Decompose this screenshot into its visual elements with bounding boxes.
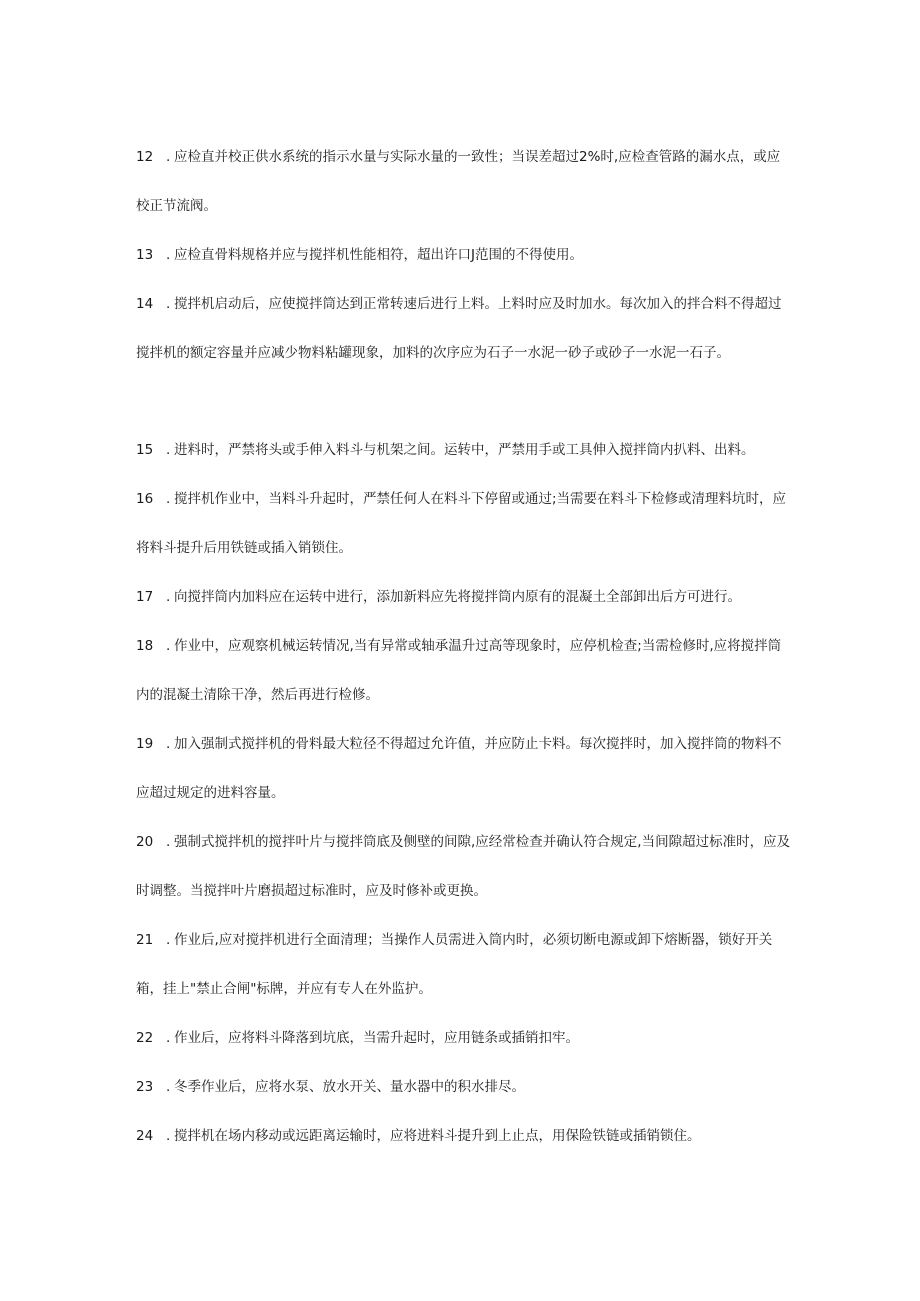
clause-separator: . xyxy=(166,296,171,312)
clause-number: 15 xyxy=(136,442,154,458)
clause-13 xyxy=(136,231,792,280)
clause-number: 22 xyxy=(136,1030,154,1046)
clause-text: 强制式搅拌机的搅拌叶片与搅拌筒底及侧壁的间隙,应经常检查并确认符合规定,当间隙超过标准时，应及时调整。当搅拌叶片磨损超过标准时，应及时修补或更换。 xyxy=(136,834,791,899)
clause-separator: . xyxy=(166,589,171,605)
clause-20 xyxy=(136,818,792,916)
clause-text: 搅拌机启动后，应使搅拌筒达到正常转速后进行上料。上料时应及时加水。每次加入的拌合料不得超过搅拌机的额定容量并应减少物料粘罐现象，加料的次序应为石子一水泥一砂子或砂子一水泥一石子。 xyxy=(136,296,782,361)
clause-number: 14 xyxy=(136,296,154,312)
clause-number: 24 xyxy=(136,1128,154,1144)
clause-number: 20 xyxy=(136,834,154,850)
clause-number: 13 xyxy=(136,247,154,263)
clause-23 xyxy=(136,1063,792,1112)
clause-24 xyxy=(136,1112,792,1161)
clause-text: 应检直骨料规格并应与搅拌机性能相符，超出许口J范围的不得使用。 xyxy=(174,247,583,263)
clause-19 xyxy=(136,720,792,818)
clause-text: 作业中，应观察机械运转情况,当有异常或轴承温升过高等现象时，应停机检查;当需检修时,应将搅拌筒内的混凝土清除干净，然后再进行检修。 xyxy=(136,638,782,703)
clause-text: 搅拌机作业中，当料斗升起时，严禁任何人在料斗下停留或通过;当需要在料斗下检修或清理料坑时，应将料斗提升后用铁链或插入销锁住。 xyxy=(136,491,787,556)
clause-22 xyxy=(136,1014,792,1063)
clause-separator: . xyxy=(166,638,171,654)
clause-text: 进料时，严禁将头或手伸入料斗与机架之间。运转中，严禁用手或工具伸入搅拌筒内扒料、出料。 xyxy=(174,442,755,458)
clause-separator: . xyxy=(166,1128,171,1144)
clause-21 xyxy=(136,916,792,1014)
clause-18 xyxy=(136,622,792,720)
clause-16 xyxy=(136,475,792,573)
clause-17 xyxy=(136,573,792,622)
clause-text: 作业后，应将料斗降落到坑底，当需升起时，应用链条或插销扣牢。 xyxy=(174,1030,579,1046)
clause-12 xyxy=(136,133,792,231)
clause-15 xyxy=(136,426,792,475)
clause-separator: . xyxy=(166,932,171,948)
clause-text: 搅拌机在场内移动或远距离运输时，应将进料斗提升到上止点，用保险铁链或插销锁住。 xyxy=(174,1128,701,1144)
clause-text: 应检直并校正供水系统的指示水量与实际水量的一致性；当误差超过2%时,应检查管路的漏水点，或应校正节流阀。 xyxy=(136,149,781,214)
clause-number: 16 xyxy=(136,491,154,507)
clause-separator: . xyxy=(166,491,171,507)
clause-separator: . xyxy=(166,247,171,263)
clause-number: 12 xyxy=(136,149,154,165)
clause-text: 冬季作业后，应将水泵、放水开关、量水器中的积水排尽。 xyxy=(174,1079,525,1095)
clause-number: 17 xyxy=(136,589,154,605)
clause-number: 18 xyxy=(136,638,154,654)
clause-number: 23 xyxy=(136,1079,154,1095)
clause-number: 21 xyxy=(136,932,154,948)
clause-number: 19 xyxy=(136,736,154,752)
clause-text: 加入强制式搅拌机的骨料最大粒径不得超过允许值，并应防止卡料。每次搅拌时，加入搅拌筒的物料不应超过规定的进料容量。 xyxy=(136,736,782,801)
clause-text: 作业后,应对搅拌机进行全面清理；当操作人员需进入筒内时，必须切断电源或卸下熔断器，锁好开关箱，挂上"禁止合闸"标牌，并应有专人在外监护。 xyxy=(136,932,773,997)
clause-separator: . xyxy=(166,1030,171,1046)
clause-separator: . xyxy=(166,149,171,165)
clause-text: 向搅拌筒内加料应在运转中进行，添加新料应先将搅拌筒内原有的混凝土全部卸出后方可进行。 xyxy=(174,589,741,605)
clause-separator: . xyxy=(166,1079,171,1095)
clause-14 xyxy=(136,280,792,378)
clause-separator: . xyxy=(166,442,171,458)
clause-separator: . xyxy=(166,736,171,752)
clause-separator: . xyxy=(166,834,171,850)
